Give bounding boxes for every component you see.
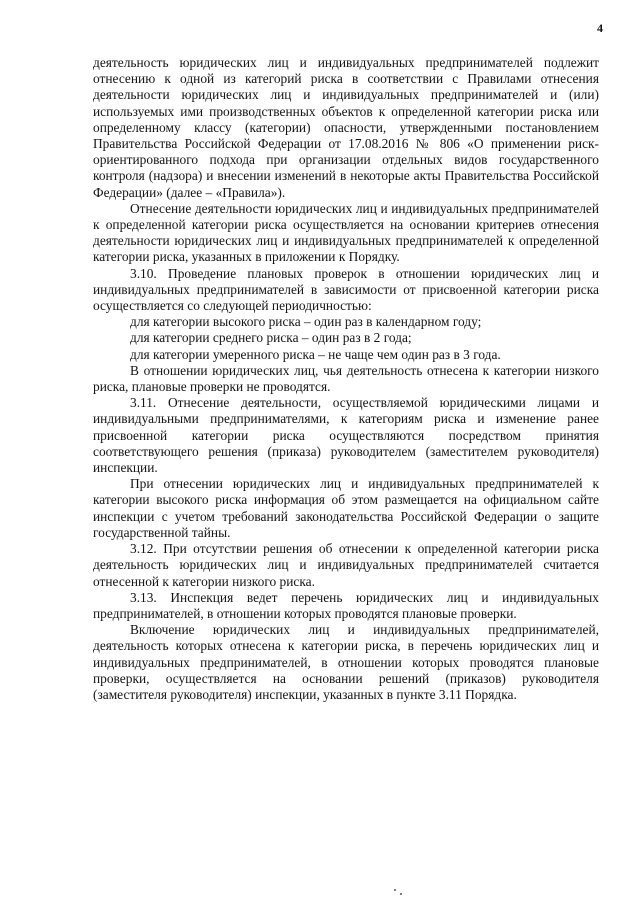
paragraph-3-13: 3.13. Инспекция ведет перечень юридических лиц и индивидуальных предпринимателей, в отношении которых проводятся плановые проверки. — [93, 589, 599, 621]
paragraph-3-10: 3.10. Проведение плановых проверок в отношении юридических лиц и индивидуальных предпринимателей в зависимости от присвоенной категории риска осуществляется со следующей периодичностью: — [93, 265, 599, 314]
paragraph-3-11: 3.11. Отнесение деятельности, осуществляемой юридическими лицами и индивидуальными предпринимателями, к категориям риска и изменение ранее присвоенной категории риска осуществляются посредством принятия соответствующего решения (приказа) руководителем (заместителем руководителя) инспекции. — [93, 395, 599, 476]
list-item-high-risk: для категории высокого риска – один раз в календарном году; — [130, 314, 482, 330]
document-body — [93, 55, 599, 703]
page-number: 4 — [597, 21, 603, 35]
paragraph-low-risk: В отношении юридических лиц, чья деятельность отнесена к категории низкого риска, плановые проверки не проводятся. — [93, 362, 599, 395]
paragraph-risk-assignment: Отнесение деятельности юридических лиц и индивидуальных предпринимателей к определенной категории риска осуществляется на основании критериев отнесения деятельности юридических лиц и индивидуальных предпринимателей к определенной категории риска, указанных в приложении к Порядку. — [93, 200, 599, 265]
paragraph-inclusion: Включение юридических лиц и индивидуальных предпринимателей, деятельность которых отнесена к категории риска, в перечень юридических лиц и индивидуальных предпринимателей, в отношении которых проводятся плановые проверки, осуществляется на основании решений (приказов) руководителя (заместителя руководителя) инспекции, указанных в пункте 3.11 Порядка. — [93, 622, 599, 702]
scan-speck — [400, 893, 402, 895]
paragraph-high-risk-publication: При отнесении юридических лиц и индивидуальных предпринимателей к категории высокого риска информация об этом размещается на официальном сайте инспекции с учетом требований законодательства Российской Федерации о защите государственной тайны. — [93, 476, 599, 540]
paragraph-continuation: деятельность юридических лиц и индивидуальных предпринимателей подлежит отнесению к одной из категорий риска в соответствии с Правилами отнесения деятельности юридических лиц и индивидуальных предпринимателей и (или) используемых ими производственных объектов к определенной категории риска или определенному классу (категории) опасности, утвержденными постановлением Правительства Российской Федерации от 17.08.2016 № 806 «О применении риск-ориентированного подхода при организации отдельных видов государственного контроля (надзора) и внесении изменений в некоторые акты Правительства Российской Федерации» (далее – «Правила»). — [93, 55, 599, 200]
list-item-medium-risk: для категории среднего риска – один раз в 2 года; — [130, 330, 412, 346]
list-item-moderate-risk: для категории умеренного риска – не чаще чем один раз в 3 года. — [130, 346, 501, 362]
paragraph-3-12: 3.12. При отсутствии решения об отнесении к определенной категории риска деятельность юридических лиц и индивидуальных предпринимателей считается отнесенной к категории низкого риска. — [93, 541, 599, 589]
scan-speck — [394, 889, 396, 891]
